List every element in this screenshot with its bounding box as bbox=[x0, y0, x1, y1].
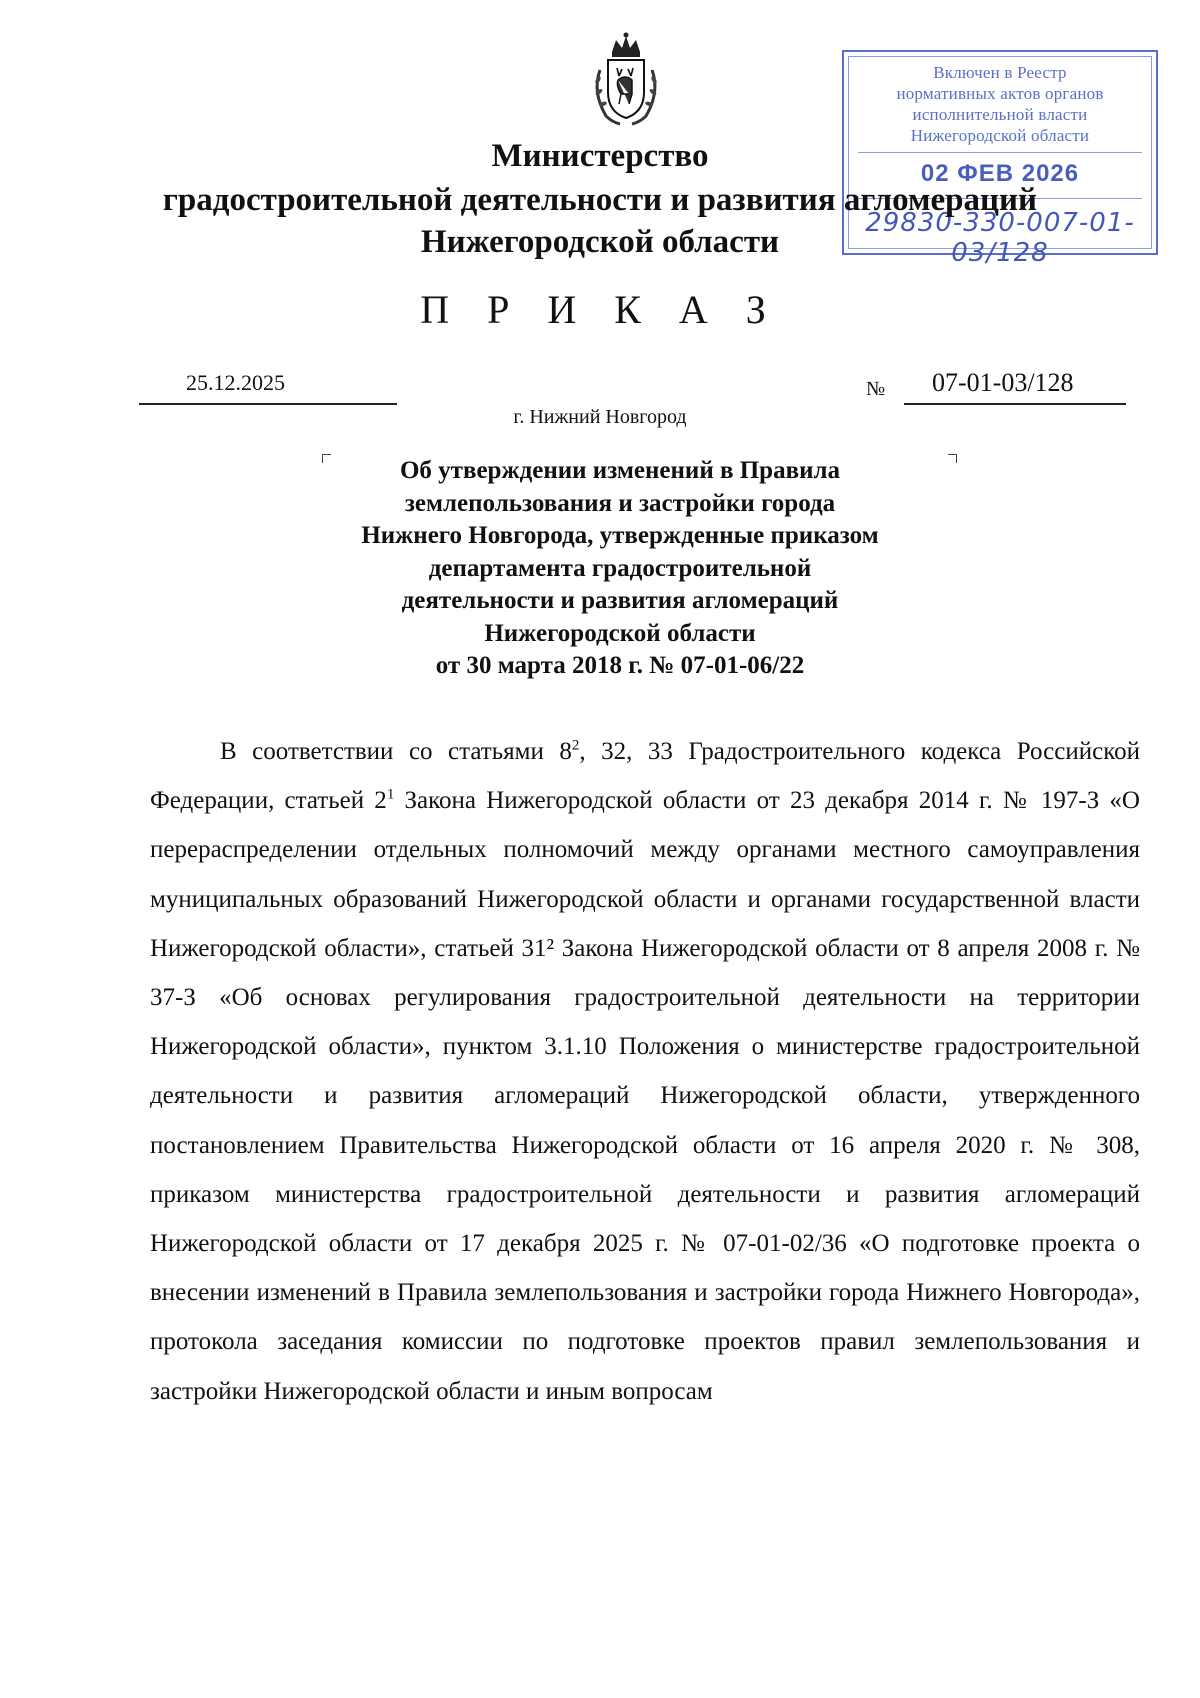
org-name-line-2: градостроительной деятельности и развития агломераций bbox=[162, 182, 1038, 218]
stamp-registration-number: 29830-330-007-01-03/128 bbox=[865, 208, 1135, 268]
title-line-4: департамента градостроительной bbox=[428, 554, 812, 582]
number-sign: № bbox=[866, 378, 886, 400]
body-paragraph bbox=[150, 727, 1140, 1416]
title-line-5: деятельности и развития агломераций bbox=[401, 587, 839, 614]
order-date: 25.12.2025 bbox=[186, 370, 285, 395]
stamp-line-2: нормативных актов органов bbox=[896, 84, 1104, 103]
coat-of-arms-icon bbox=[586, 30, 666, 130]
order-title bbox=[300, 455, 940, 683]
number-underline bbox=[904, 403, 1126, 405]
stamp-line-3: исполнительной власти bbox=[912, 105, 1088, 124]
title-line-7: от 30 марта 2018 г. № 07-01-06/22 bbox=[435, 652, 805, 679]
date-underline bbox=[139, 403, 397, 405]
city: г. Нижний Новгород bbox=[513, 406, 687, 428]
document-type: П Р И К А З bbox=[420, 287, 780, 332]
title-line-3: Нижнего Новгорода, утвержденные приказом bbox=[361, 522, 879, 549]
body-text-1: В соответствии со статьями 8 bbox=[220, 738, 572, 765]
title-line-1: Об утверждении изменений в Правила bbox=[399, 457, 841, 484]
org-name-line-1: Министерство bbox=[491, 138, 709, 174]
title-line-2: землепользования и застройки города bbox=[404, 489, 836, 517]
body-sup-1: 2 bbox=[571, 737, 580, 754]
body-text-3: Закона Нижегородской области от 23 декабря 2014 г. № 197-З «О перераспределении отдельных полномочий между органами местного самоуправления муниципальных образований Нижегородской области и органами государственной власти Нижегородской области», статьей 31² Закона Нижегородской области от 8 апреля 2008 г. № 37-З «Об основах регулирования градостроительной деятельности на территории Нижегородской области», пунктом 3.1.10 Положения о министерстве градостроительной деятельности и развития агломераций Нижегородской области, утвержденного постановлением Правительства Нижегородской области от 16 апреля 2020 г. № 308, приказом министерства градостроительной деятельности и развития агломераций Нижегородской области от 17 декабря 2025 г. № 07-01-02/36 «О подготовке проекта о внесении изменений в Правила землепользования и застройки города Нижнего Новгорода», протокола заседания комиссии по подготовке проектов правил землепользования и застройки Нижегородской области и иным вопросам bbox=[150, 787, 1140, 1405]
stamp-line-4: Нижегородской области bbox=[910, 126, 1090, 145]
stamp-date: 02 ФЕВ 2026 bbox=[920, 160, 1080, 187]
stamp-line-1: Включен в Реестр bbox=[933, 63, 1067, 82]
title-corner-right bbox=[948, 454, 957, 463]
body-sup-2: 1 bbox=[386, 786, 395, 803]
org-name-line-3: Нижегородской области bbox=[420, 224, 780, 260]
order-number: 07-01-03/128 bbox=[932, 368, 1074, 397]
body-text-2: , 32, 33 Градостроительного кодекса Российской Федерации, статьей 2 bbox=[150, 738, 1140, 815]
title-line-6: Нижегородской области bbox=[484, 619, 756, 647]
